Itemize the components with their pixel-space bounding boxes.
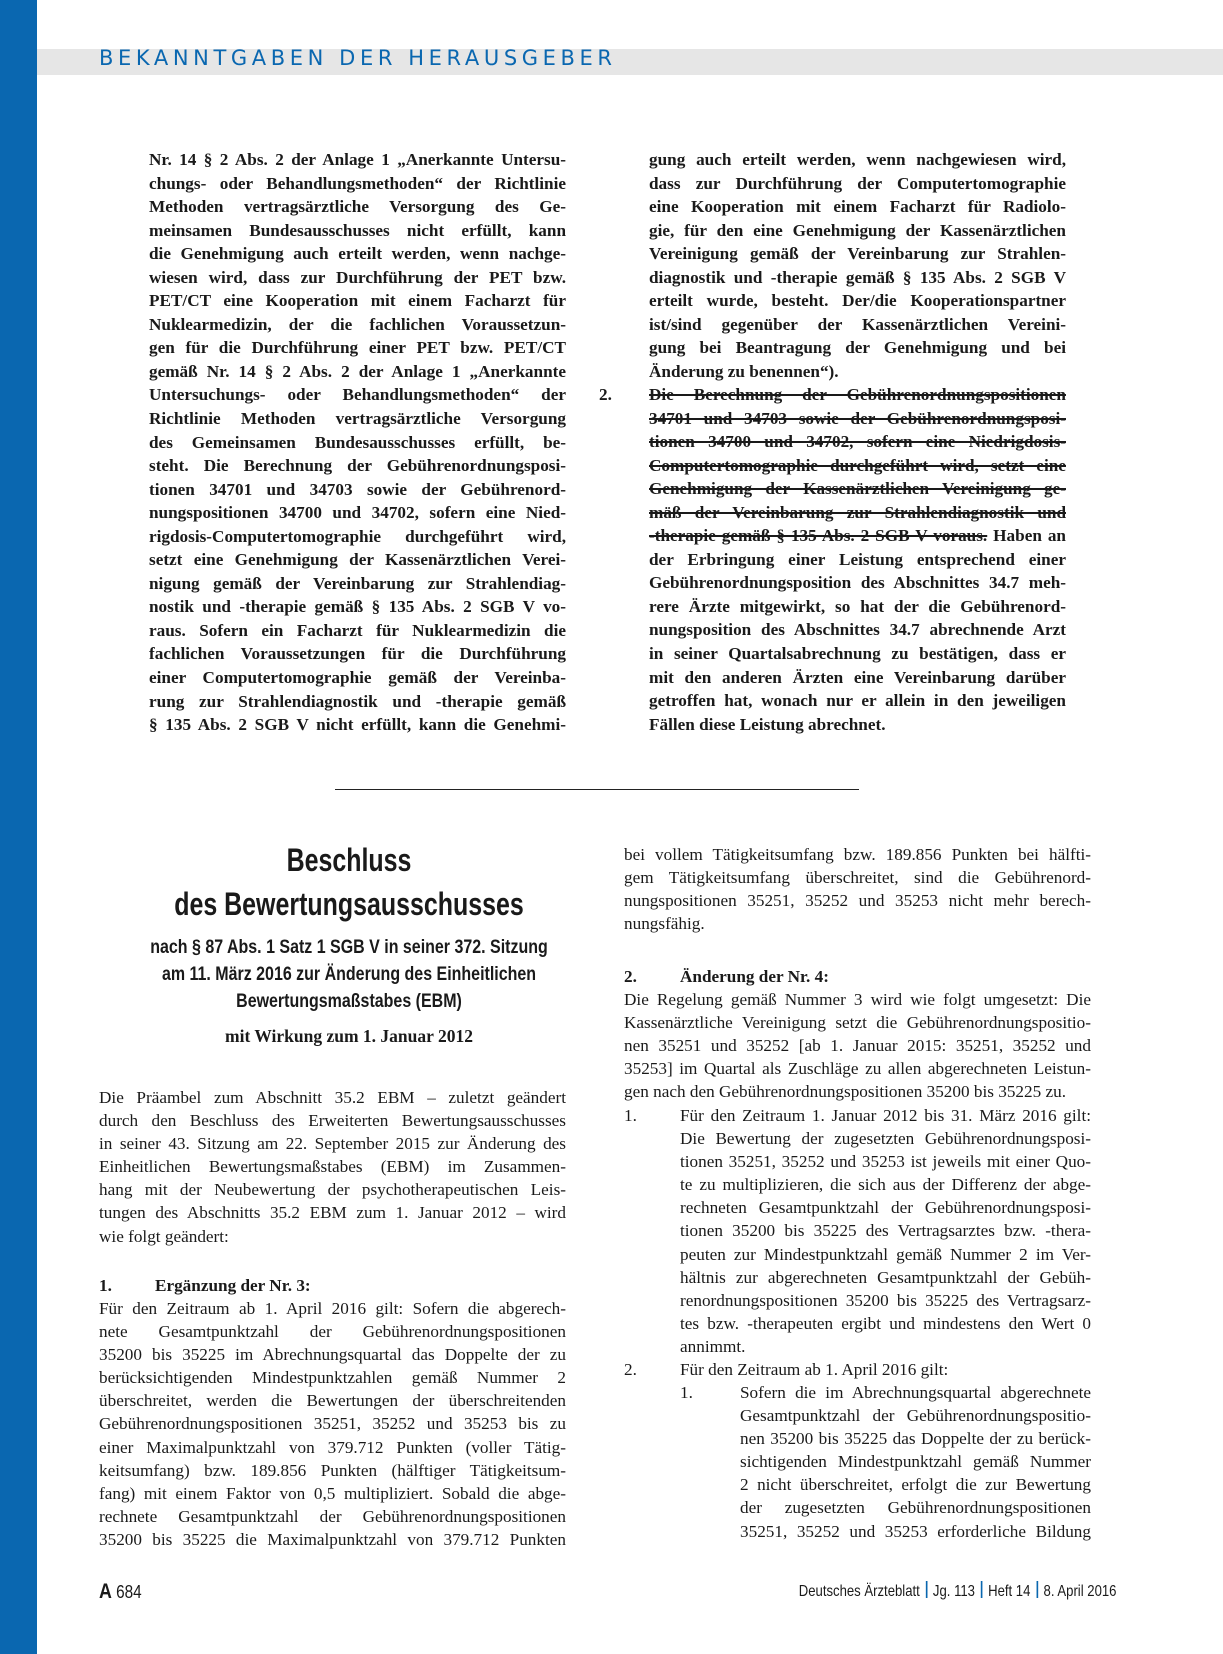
page-prefix: A — [99, 1580, 112, 1603]
journal-date: 8. April 2016 — [1043, 1583, 1116, 1600]
text-line: in seiner 43. Sitzung am 22. September 2015 zur Änderung des — [99, 1134, 566, 1154]
text-line: wiesen wird, dass zur Durchführung der PET bzw. — [149, 267, 566, 287]
text-line: gem Tätigkeitsumfang überschreitet, sind die Gebührenord- — [624, 868, 1091, 888]
journal-name: Deutsches Ärzteblatt — [798, 1583, 920, 1600]
text-line: mit den anderen Ärzten eine Vereinbarung darüber — [649, 667, 1066, 687]
text-line: diagnostik und -therapie gemäß § 135 Abs. 2 SGB V — [649, 267, 1066, 287]
text-line: Gebührenordnungsposition des Abschnittes 34.7 meh- — [649, 573, 1066, 593]
text-line: tionen 35200 bis 35225 des Vertragsarztes bzw. -thera- — [680, 1221, 1091, 1241]
footer-separator — [980, 1581, 982, 1598]
page-number-value: 684 — [116, 1582, 142, 1602]
item-1-text — [680, 1104, 1091, 1358]
struck-line — [649, 501, 1066, 525]
deleted-text: -therapie gemäß § 135 Abs. 2 SGB V voraus. — [649, 526, 988, 546]
struck-line — [649, 477, 1066, 501]
item-1-number: 1. — [624, 1106, 637, 1125]
text-line: renordnungspositionen 35200 bis 35225 des Vertragsarz- — [680, 1290, 1091, 1310]
text-line: nungspositionen 34700 und 34702, sofern eine Nied- — [149, 503, 566, 523]
text-line: rechnete Gesamtpunktzahl der Gebührenordnungspositionen — [99, 1506, 566, 1526]
struck-line — [649, 383, 1066, 407]
text-line: der zugesetzten Gebührenordnungspositionen — [740, 1498, 1091, 1518]
deleted-text: Genehmigung der Kassenärztlichen Vereinigung ge- — [649, 479, 1066, 499]
top-left-column — [149, 148, 566, 737]
text-line: gung bei Beantragung der Genehmigung und bei — [649, 338, 1066, 358]
text-line: nen 35251 und 35252 [ab 1. Januar 2015: 35251, 35252 und — [624, 1036, 1091, 1056]
section-1-text — [99, 1297, 566, 1551]
text-line: gemäß Nr. 14 § 2 Abs. 2 der Anlage 1 „Anerkannte — [149, 361, 566, 381]
text-line: setzt eine Genehmigung der Kassenärztlichen Verei- — [149, 550, 566, 570]
page-number — [99, 1580, 142, 1604]
struck-line — [649, 454, 1066, 478]
text-line: hang mit der Neubewertung der psychotherapeutischen Leis- — [99, 1180, 566, 1200]
deleted-text: Computertomographie durchgeführt wird, setzt eine — [649, 455, 1066, 475]
section-2-number: 2. — [624, 967, 637, 986]
beschluss-subtitle-line-1: nach § 87 Abs. 1 Satz 1 SGB V in seiner 372. Sitzung — [150, 936, 548, 958]
deleted-text: mäß der Vereinbarung zur Strahlendiagnostik und — [649, 502, 1066, 522]
text-line: steht. Die Berechnung der Gebührenordnungsposi- — [149, 456, 566, 476]
beschluss-subtitle-line-3: Bewertungsmaßstabes (EBM) — [236, 990, 462, 1012]
text-line: gie, für den eine Genehmigung der Kassenärztlichen — [649, 220, 1066, 240]
text-line: rere Ärzte mitgewirkt, so hat der die Gebührenord- — [649, 596, 1066, 616]
text-line: Für den Zeitraum 1. Januar 2012 bis 31. März 2016 gilt: — [680, 1106, 1091, 1125]
text-line: annimmt. — [680, 1336, 746, 1356]
text-line: berücksichtigenden Mindestpunktzahlen gemäß Nummer 2 — [99, 1368, 566, 1388]
text-line: keitsumfang) bzw. 189.856 Punkten (hälftiger Tätigkeitsum- — [99, 1460, 566, 1480]
text-line: peuten zur Mindestpunktzahl gemäß Nummer 2 im Ver- — [680, 1244, 1091, 1264]
text-line: tungen des Abschnitts 35.2 EBM zum 1. Januar 2012 – wird — [99, 1203, 566, 1223]
text-line: fang) mit einem Faktor von 0,5 multipliziert. Sobald die abge- — [99, 1483, 566, 1503]
text-line: eine Kooperation mit einem Facharzt für Radiolo- — [649, 197, 1066, 217]
text-line: getroffen hat, wonach nur er allein in den jeweiligen — [649, 691, 1066, 711]
text-line: dass zur Durchführung der Computertomographie — [649, 173, 1066, 193]
text-line: 2 nicht überschreitet, erfolgt die zur Bewertung — [740, 1475, 1091, 1495]
text-line: te zu multiplizieren, die sich aus der Differenz der abge- — [680, 1175, 1091, 1195]
text-line: meinsamen Bundesausschusses nicht erfüllt, kann — [149, 220, 566, 240]
text-line: Gesamtpunktzahl der Gebührenordnungspositio- — [740, 1406, 1091, 1426]
beschluss-title-block — [99, 838, 599, 1047]
deleted-text: tionen 34700 und 34702, sofern eine Niedrigdosis- — [649, 432, 1066, 452]
item-2-text — [649, 383, 1066, 736]
text-line: Änderung zu benennen“). — [649, 361, 839, 381]
text-line: Für den Zeitraum ab 1. April 2016 gilt: Sofern die abgerech- — [99, 1299, 566, 1318]
text-line: einer Computertomographie gemäß der Vereinba- — [149, 668, 566, 688]
text-line: hältnis zur abgerechneten Gesamtpunktzahl der Gebüh- — [680, 1267, 1091, 1287]
text-line: gen nach den Gebührenordnungspositionen 35200 bis 35225 zu. — [624, 1082, 1067, 1102]
deleted-text: 34701 und 34703 sowie der Gebührenordnungsposi- — [649, 408, 1066, 428]
text-line: Einheitlichen Bewertungsmaßstabes (EBM) im Zusammen- — [99, 1157, 566, 1177]
text-line: 35200 bis 35225 die Maximalpunktzahl von 379.712 Punkten — [99, 1529, 566, 1549]
item-2b-number: 2. — [624, 1360, 637, 1379]
text-line: § 135 Abs. 2 SGB V nicht erfüllt, kann die Genehmi- — [149, 715, 566, 735]
text-line: PET/CT eine Kooperation mit einem Facharzt für — [149, 291, 566, 311]
text-line: Richtlinie Methoden vertragsärztliche Versorgung — [149, 409, 566, 429]
text-line: nigung gemäß der Vereinbarung zur Strahlendiag- — [149, 573, 566, 593]
text-line: die Genehmigung auch erteilt werden, wenn nachge- — [149, 244, 566, 264]
text-line: sichtigenden Mindestpunktzahl gemäß Nummer — [740, 1452, 1091, 1472]
text-line: tionen 35251, 35252 und 35253 ist jeweils mit einer Quo- — [680, 1152, 1091, 1172]
intro-paragraph — [99, 1086, 566, 1248]
text-line: Fällen diese Leistung abrechnet. — [649, 714, 886, 734]
section-header: BEKANNTGABEN DER HERAUSGEBER — [99, 46, 617, 70]
text-line: Methoden vertragsärztliche Versorgung des Ge- — [149, 197, 566, 217]
text-line: tes bzw. -therapeuten ergibt und mindestens den Wert 0 — [680, 1313, 1091, 1333]
text-line: Untersuchungs- oder Behandlungsmethoden“ der — [149, 385, 566, 405]
text-line: raus. Sofern ein Facharzt für Nuklearmedizin die — [149, 620, 566, 640]
text-line: rechneten Gesamtpunktzahl der Gebührenordnungsposi- — [680, 1198, 1091, 1218]
deleted-text: Die Berechnung der Gebührenordnungspositionen — [649, 385, 1066, 404]
footer-separator — [1036, 1581, 1038, 1598]
text-line: in seiner Quartalsabrechnung zu bestätigen, dass er — [649, 644, 1066, 664]
text-line: nen 35200 bis 35225 das Doppelte der zu berück- — [740, 1429, 1091, 1449]
inserted-text: Haben an — [987, 526, 1066, 546]
text-line: rung zur Strahlendiagnostik und -therapie gemäß — [149, 691, 566, 711]
text-line: chungs- oder Behandlungsmethoden“ der Richtlinie — [149, 173, 566, 193]
text-line: fachlichen Voraussetzungen für die Durchführung — [149, 644, 566, 664]
text-line: Die Bewertung der zugesetzten Gebührenordnungsposi- — [680, 1129, 1091, 1149]
text-line: nungspositionen 35251, 35252 und 35253 nicht mehr berech- — [624, 891, 1091, 911]
item-2b-text: Für den Zeitraum ab 1. April 2016 gilt: — [680, 1360, 949, 1379]
struck-line — [649, 407, 1066, 431]
text-line: der Erbringung einer Leistung entsprechend einer — [649, 549, 1066, 569]
text-line: 35253] im Quartal als Zuschläge zu allen abgerechneten Leistun- — [624, 1059, 1091, 1079]
text-line: Nuklearmedizin, der die fachlichen Voraussetzun- — [149, 314, 566, 334]
journal-issue: Heft 14 — [987, 1583, 1030, 1600]
text-line: gung auch erteilt werden, wenn nachgewiesen wird, — [649, 150, 1066, 169]
footer-separator — [925, 1581, 927, 1598]
continued-paragraph — [624, 843, 1091, 935]
text-line: einer Maximalpunktzahl von 379.712 Punkten (voller Tätig- — [99, 1437, 566, 1457]
text-line: bei vollem Tätigkeitsumfang bzw. 189.856 Punkten bei hälfti- — [624, 845, 1091, 864]
section-1-title: Ergänzung der Nr. 3: — [155, 1276, 311, 1295]
section-2-text — [624, 988, 1091, 1103]
sub-item-1-text — [740, 1381, 1091, 1543]
text-line: wie folgt geändert: — [99, 1226, 229, 1246]
text-line: nete Gesamtpunktzahl der Gebührenordnungspositionen — [99, 1322, 566, 1342]
text-line: Die Regelung gemäß Nummer 3 wird wie folgt umgesetzt: Die — [624, 990, 1091, 1009]
text-line: des Gemeinsamen Bundesausschusses erfüllt, be- — [149, 432, 566, 452]
text-line: tionen 34701 und 34703 sowie der Gebührenord- — [149, 479, 566, 499]
text-line: nungsfähig. — [624, 914, 705, 934]
section-1-number: 1. — [99, 1276, 112, 1295]
text-line: Kassenärztliche Vereinigung setzt die Gebührenordnungspositio- — [624, 1013, 1091, 1033]
text-line: 35200 bis 35225 im Abrechnungsquartal das Doppelte der zu — [99, 1345, 566, 1365]
text-line: durch den Beschluss des Erweiterten Bewertungsausschusses — [99, 1111, 566, 1131]
journal-footer — [798, 1581, 1116, 1601]
beschluss-title-line-1: Beschluss — [286, 842, 412, 878]
text-line: ist/sind gegenüber der Kassenärztlichen Vereini- — [649, 314, 1066, 334]
text-line: erteilt wurde, besteht. Der/die Kooperationspartner — [649, 291, 1066, 311]
section-2-title: Änderung der Nr. 4: — [680, 967, 829, 986]
beschluss-subtitle-line-2: am 11. März 2016 zur Änderung des Einheitlichen — [161, 963, 537, 985]
effective-date: mit Wirkung zum 1. Januar 2012 — [225, 1026, 473, 1046]
text-line: 35251, 35252 und 35253 erforderliche Bildung — [740, 1521, 1091, 1541]
text-line: Sofern die im Abrechnungsquartal abgerechnete — [740, 1383, 1091, 1402]
text-line: überschreitet, werden die Bewertungen der überschreitenden — [99, 1391, 566, 1411]
top-right-column — [649, 148, 1066, 383]
text-line: Die Präambel zum Abschnitt 35.2 EBM – zuletzt geändert — [99, 1088, 566, 1107]
beschluss-title-line-2: des Bewertungsausschusses — [174, 886, 524, 922]
text-line: Gebührenordnungspositionen 35251, 35252 und 35253 bis zu — [99, 1414, 566, 1434]
struck-line — [649, 430, 1066, 454]
text-line: gen für die Durchführung einer PET bzw. PET/CT — [149, 338, 566, 358]
text-line: rigdosis-Computertomographie durchgeführt wird, — [149, 526, 566, 546]
mixed-line — [649, 524, 1066, 548]
section-divider — [335, 789, 859, 790]
item-2-number: 2. — [599, 385, 612, 404]
text-line: Nr. 14 § 2 Abs. 2 der Anlage 1 „Anerkannte Untersu- — [149, 150, 566, 169]
sub-item-1-number: 1. — [680, 1383, 693, 1402]
journal-volume: Jg. 113 — [932, 1583, 975, 1600]
text-line: nungsposition des Abschnittes 34.7 abrechnende Arzt — [649, 620, 1066, 640]
text-line: nostik und -therapie gemäß § 135 Abs. 2 SGB V vo- — [149, 597, 566, 617]
text-line: Vereinigung gemäß der Vereinbarung zur Strahlen- — [649, 244, 1066, 264]
left-accent-bar — [0, 0, 37, 1654]
